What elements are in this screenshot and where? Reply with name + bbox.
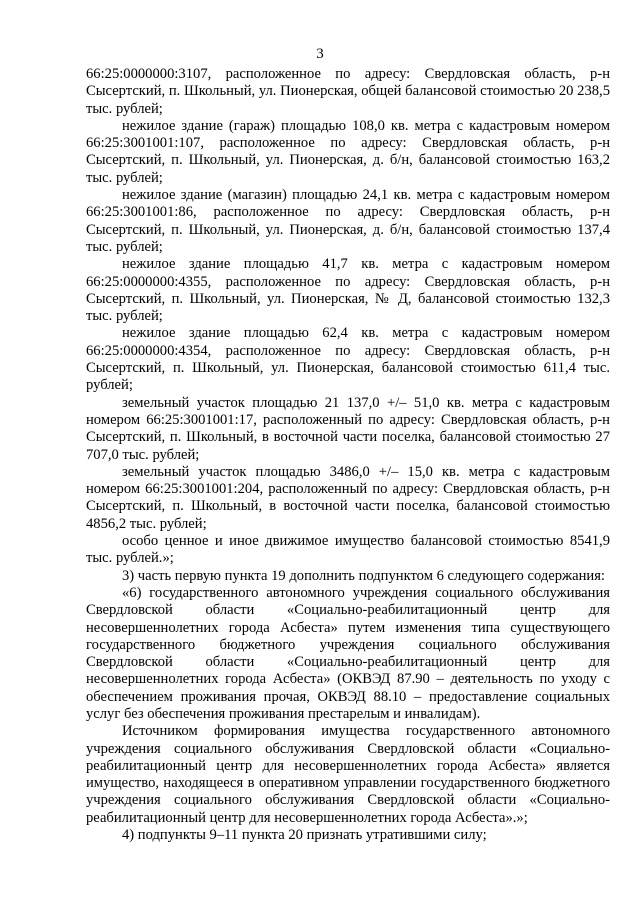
paragraph-garage: нежилое здание (гараж) площадью 108,0 кв. метра с кадастровым номером 66:25:3001001:107, расположенное по адресу: Свердловская область, р-н Сысертский, п. Школьный, ул. Пионерская, д. б/н, балансовой стоимостью 163,2 тыс. рублей; bbox=[86, 117, 610, 186]
paragraph-land-17: земельный участок площадью 21 137,0 +/– 51,0 кв. метра с кадастровым номером 66:25:3001001:17, расположенный по адресу: Свердловская область, р-н Сысертский, п. Школьный, в восточной части поселка, балансовой стоимостью 27 707,0 тыс. рублей; bbox=[86, 394, 610, 463]
document-body bbox=[86, 66, 610, 844]
paragraph-land-204: земельный участок площадью 3486,0 +/– 15,0 кв. метра с кадастровым номером 66:25:3001001:204, расположенный по адресу: Свердловская область, р-н Сысертский, п. Школьный, в восточной части поселка, балансовой стоимостью 4856,2 тыс. рублей; bbox=[86, 463, 610, 532]
paragraph-continuation: 66:25:0000000:3107, расположенное по адресу: Свердловская область, р-н Сысертский, п. Школьный, ул. Пионерская, общей балансовой стоимостью 20 238,5 тыс. рублей; bbox=[86, 66, 610, 117]
paragraph-subitem-6: «6) государственного автономного учреждения социального обслуживания Свердловской области «Социально-реабилитационный центр для несовершеннолетних города Асбеста» путем изменения типа существующего государственного бюджетного учреждения социального обслуживания Свердловской области «Социально-реабилитационный центр для несовершеннолетних города Асбеста» (ОКВЭД 87.90 – деятельность по уходу с обеспечением проживания прочая, ОКВЭД 88.10 – предоставление социальных услуг без обеспечения проживания престарелым и инвалидам). bbox=[86, 584, 610, 722]
paragraph-building-4354: нежилое здание площадью 62,4 кв. метра с кадастровым номером 66:25:0000000:4354, расположенное по адресу: Свердловская область, р-н Сысертский, п. Школьный, ул. Пионерская, балансовой стоимостью 611,4 тыс. рублей; bbox=[86, 325, 610, 394]
paragraph-item-4: 4) подпункты 9–11 пункта 20 признать утратившими силу; bbox=[122, 827, 487, 844]
paragraph-building-4355: нежилое здание площадью 41,7 кв. метра с кадастровым номером 66:25:0000000:4355, расположенное по адресу: Свердловская область, р-н Сысертский, п. Школьный, ул. Пионерская, № Д, балансовой стоимостью 132,3 тыс. рублей; bbox=[86, 256, 610, 325]
paragraph-item-3: 3) часть первую пункта 19 дополнить подпунктом 6 следующего содержания: bbox=[122, 567, 605, 584]
paragraph-property-source: Источником формирования имущества государственного автономного учреждения социального обслуживания Свердловской области «Социально-реабилитационный центр для несовершеннолетних города Асбеста» является имущество, находящееся в оперативном управлении государственного бюджетного учреждения социального обслуживания Свердловской области «Социально-реабилитационный центр для несовершеннолетних города Асбеста».»; bbox=[86, 723, 610, 826]
paragraph-movable-property: особо ценное и иное движимое имущество балансовой стоимостью 8541,9 тыс. рублей.»; bbox=[86, 533, 610, 567]
paragraph-shop: нежилое здание (магазин) площадью 24,1 кв. метра с кадастровым номером 66:25:3001001:86, расположенное по адресу: Свердловская область, р-н Сысертский, п. Школьный, ул. Пионерская, д. б/н, балансовой стоимостью 137,4 тыс. рублей; bbox=[86, 187, 610, 255]
page-number: 3 bbox=[316, 46, 324, 62]
